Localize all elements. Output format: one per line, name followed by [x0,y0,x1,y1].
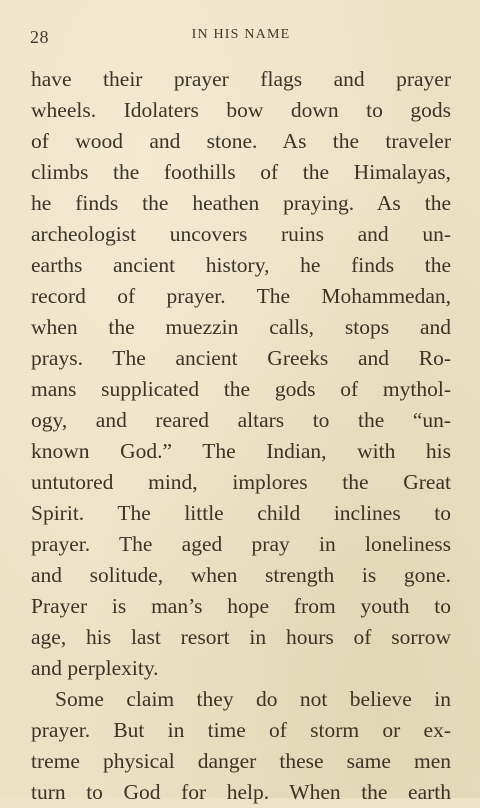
body-text [31,64,451,808]
text-line: of wood and stone. As the traveler [31,129,451,153]
text-line: prays. The ancient Greeks and Ro- [31,346,451,370]
paragraph-end-line: and perplexity. [31,656,159,680]
text-line: earths ancient history, he finds the [31,253,451,277]
text-line: wheels. Idolaters bow down to gods [31,98,451,122]
page-header [30,25,452,47]
text-line: age, his last resort in hours of sorrow [31,625,451,649]
page-number: 28 [30,27,49,47]
text-line: prayer. But in time of storm or ex- [31,718,451,742]
text-line: prayer. The aged pray in loneliness [31,532,451,556]
text-line: he finds the heathen praying. As the [31,191,451,215]
text-line: and solitude, when strength is gone. [31,563,451,587]
text-line: ogy, and reared altars to the “un- [31,408,451,432]
text-line: archeologist uncovers ruins and un- [31,222,451,246]
text-line: have their prayer flags and prayer [31,67,451,91]
text-line: record of prayer. The Mohammedan, [31,284,451,308]
text-line: Spirit. The little child inclines to [31,501,451,525]
text-line: climbs the foothills of the Himalayas, [31,160,451,184]
text-line: untutored mind, implores the Great [31,470,451,494]
text-line: treme physical danger these same men [31,749,451,773]
text-line: known God.” The Indian, with his [31,439,451,463]
text-line: when the muezzin calls, stops and [31,315,451,339]
running-title: IN HIS NAME [191,27,291,42]
paragraph-start-line: Some claim they do not believe in [55,687,451,711]
text-line: turn to God for help. When the earth [31,780,451,804]
text-line: Prayer is man’s hope from youth to [31,594,451,618]
text-line: mans supplicated the gods of mythol- [31,377,451,401]
